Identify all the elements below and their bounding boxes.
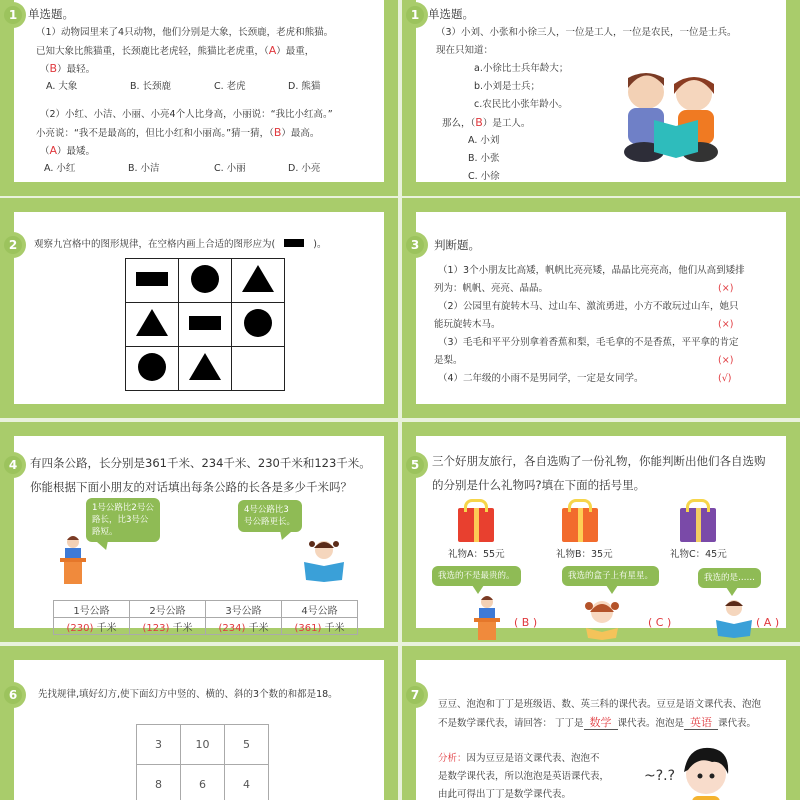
grid-cell <box>232 259 285 303</box>
magic-cell-filled: 4 <box>225 765 269 800</box>
gift-a-icon <box>458 508 494 542</box>
circle-shape <box>191 265 219 293</box>
magic-cell: 5 <box>225 725 269 765</box>
q1-option-b: B. 长颈鹿 <box>130 81 172 92</box>
panel-class-reps <box>402 646 800 800</box>
q2-line1: （2）小红、小洁、小丽、小亮4个人比身高，小丽说：“我比小红高。” <box>40 109 333 120</box>
item3-line2: 是梨。 <box>434 355 463 366</box>
gift-b-label: 礼物B：35元 <box>556 549 613 560</box>
magic-cell: 3 <box>137 725 181 765</box>
panel-single-choice-1 <box>0 0 398 196</box>
question-text: 观察九宫格中的图形规律，在空格内画上合适的图形应为( )。 <box>34 239 327 250</box>
table-header: 2号公路 <box>130 601 206 618</box>
question-line2: 不是数学课代表，请回答： 丁丁是 数学 课代表。泡泡是 英语 课代表。 <box>438 716 757 729</box>
q2-option-a: A. 小红 <box>44 163 76 174</box>
panel-content <box>410 0 786 182</box>
question-line2: 的分别是什么礼物吗?填在下面的括号里。 <box>432 478 646 492</box>
q3-option-b: B. 小张 <box>468 153 500 164</box>
kids-reading-illustration <box>614 64 734 174</box>
item1-line2: 列为：帆帆、亮亮、晶晶。 <box>434 283 549 294</box>
grid-cell <box>232 303 285 347</box>
nine-grid <box>125 258 285 391</box>
q1-line2: 已知大象比熊猫重，长颈鹿比老虎轻，熊猫比老虎重，（A）最重， <box>36 44 315 57</box>
item4-mark: (√) <box>718 373 732 384</box>
gift-c-label: 礼物C：45元 <box>670 549 727 560</box>
question-number-badge: 7 <box>402 682 428 708</box>
rectangle-shape <box>189 316 221 330</box>
table-header: 3号公路 <box>206 601 282 618</box>
panel-content <box>8 660 384 800</box>
section-title: 单选题。 <box>428 7 474 21</box>
q1-option-c: C. 老虎 <box>214 81 246 92</box>
road-length-table <box>53 600 358 635</box>
answer-english: 英语 <box>684 716 718 730</box>
q3-option-c: C. 小徐 <box>468 171 500 182</box>
answer-3: ( A ) <box>756 616 780 629</box>
table-row <box>54 618 358 635</box>
q2-option-b: B. 小洁 <box>128 163 160 174</box>
question-line2: 你能根据下面小朋友的对话填出每条公路的长各是多少千米吗？ <box>30 480 352 494</box>
question-number-badge: 4 <box>0 452 26 478</box>
grid-cell-empty[interactable] <box>232 347 285 391</box>
q3-line2: 现在只知道： <box>436 45 494 56</box>
item4-line1: （4）二年级的小雨不是男同学，一定是女同学。 <box>438 373 644 384</box>
gift-b-icon <box>562 508 598 542</box>
panel-true-false <box>402 198 800 418</box>
magic-square <box>136 724 269 800</box>
q2-line2: 小亮说：“我不是最高的，但比小红和小丽高。”猜一猜，（B）最高。 <box>36 126 320 139</box>
triangle-shape <box>242 265 274 292</box>
answer-math: 数学 <box>584 716 618 730</box>
question-number-badge: 1 <box>0 2 26 28</box>
question-line1: 有四条公路，长分别是361千米、234千米、230千米和123千米。 <box>30 456 371 470</box>
girl-reading-icon <box>302 536 346 586</box>
svg-text:~?.?: ~?.? <box>644 768 676 784</box>
table-cell: (230) 千米 <box>54 618 130 635</box>
q1-line3: （B）最轻。 <box>40 62 96 75</box>
grid-cell <box>179 303 232 347</box>
panel-content <box>410 212 786 404</box>
circle-shape <box>244 309 272 337</box>
gift-c-icon <box>680 508 716 542</box>
grid-cell <box>179 347 232 391</box>
section-title: 判断题。 <box>434 238 480 252</box>
grid-cell <box>126 303 179 347</box>
grid-cell <box>179 259 232 303</box>
section-title: 单选题。 <box>28 7 74 21</box>
girl-with-book-icon <box>714 596 754 640</box>
analysis-label: 分析： <box>438 753 467 764</box>
analysis-line3: 由此可得出丁丁是数学课代表。 <box>438 789 572 800</box>
circle-shape <box>138 353 166 381</box>
grid-cell <box>126 259 179 303</box>
grid-cell <box>126 347 179 391</box>
answer-rectangle-shape <box>284 239 304 247</box>
question-text: 先找规律,填好幻方,使下面幻方中竖的、横的、斜的3个数的和都是18。 <box>38 689 338 700</box>
item1-mark: (×) <box>718 283 734 294</box>
item3-line1: （3）毛毛和平平分别拿着香蕉和梨，毛毛拿的不是香蕉，平平拿的肯定 <box>438 337 739 348</box>
question-number-badge: 2 <box>0 232 26 258</box>
question-number-badge: 5 <box>402 452 428 478</box>
panel-gifts <box>402 422 800 642</box>
item1-line1: （1）3个小朋友比高矮，帆帆比亮亮矮，晶晶比亮亮高，他们从高到矮排 <box>438 265 745 276</box>
rectangle-shape <box>136 272 168 286</box>
magic-row <box>137 765 269 800</box>
q3-ask: 那么，（B）是工人。 <box>442 116 531 129</box>
panel-content <box>8 212 384 404</box>
panel-content <box>8 0 384 182</box>
q2-option-d: D. 小亮 <box>288 163 321 174</box>
answer-1: ( B ) <box>514 616 538 629</box>
triangle-shape <box>136 309 168 336</box>
table-header: 4号公路 <box>282 601 358 618</box>
question-number-badge: 3 <box>402 232 428 258</box>
analysis-line2: 是数学课代表，所以泡泡是英语课代表， <box>438 771 610 782</box>
gift-a-label: 礼物A：55元 <box>448 549 505 560</box>
q1-option-a: A. 大象 <box>46 81 78 92</box>
clue-a: a.小徐比士兵年龄大； <box>474 63 569 74</box>
panel-content <box>410 660 786 800</box>
table-cell: (361) 千米 <box>282 618 358 635</box>
triangle-shape <box>189 353 221 380</box>
clue-b: b.小刘是士兵； <box>474 81 541 92</box>
q3-line1: （3）小刘、小张和小徐三人，一位是工人，一位是农民，一位是士兵。 <box>436 27 737 38</box>
question-number-badge: 6 <box>0 682 26 708</box>
item2-line2: 能玩旋转木马。 <box>434 319 501 330</box>
item3-mark: (×) <box>718 355 734 366</box>
analysis-line1: 分析：因为豆豆是语文课代表、泡泡不 <box>438 753 600 764</box>
question-line1: 豆豆、泡泡和丁丁是班级语、数、英三科的课代表。豆豆是语文课代表、泡泡 <box>438 699 762 710</box>
table-cell: (123) 千米 <box>130 618 206 635</box>
panel-content <box>8 436 384 634</box>
table-cell: (234) 千米 <box>206 618 282 635</box>
panel-single-choice-2 <box>402 0 800 196</box>
q3-option-a: A. 小刘 <box>468 135 500 146</box>
speech-bubble-1: 我选的不是最贵的。 <box>432 566 521 586</box>
q1-line1: （1）动物园里来了4只动物，他们分别是大象，长颈鹿，老虎和熊猫。 <box>36 27 334 38</box>
clue-c: c.农民比小张年龄小。 <box>474 99 568 110</box>
item2-mark: (×) <box>718 319 734 330</box>
item2-line1: （2）公园里有旋转木马、过山车、激流勇进，小方不敢玩过山车，她只 <box>438 301 739 312</box>
panel-content <box>410 436 786 629</box>
q1-option-d: D. 熊猫 <box>288 81 321 92</box>
magic-cell-filled: 10 <box>181 725 225 765</box>
q2-option-c: C. 小丽 <box>214 163 246 174</box>
speech-bubble-2: 我选的盒子上有星星。 <box>562 566 659 586</box>
magic-row <box>137 725 269 765</box>
speech-bubble-3: 我选的是…… <box>698 568 761 588</box>
question-number-badge: 1 <box>402 2 428 28</box>
girl-reading-icon <box>580 596 624 640</box>
panel-roads <box>0 422 398 642</box>
boy-at-podium-icon <box>472 594 502 640</box>
q2-line3: （A）最矮。 <box>40 144 96 157</box>
boy-at-podium-icon <box>58 534 88 584</box>
speech-bubble-boy: 1号公路比2号公路长，比3号公路短。 <box>86 498 160 542</box>
thinking-boy-illustration <box>642 740 742 800</box>
magic-cell-filled: 8 <box>137 765 181 800</box>
panel-grid-pattern <box>0 198 398 418</box>
table-header-row <box>54 601 358 618</box>
magic-cell: 6 <box>181 765 225 800</box>
panel-magic-square <box>0 646 398 800</box>
table-header: 1号公路 <box>54 601 130 618</box>
answer-2: ( C ) <box>648 616 672 629</box>
question-line1: 三个好朋友旅行，各自选购了一份礼物，你能判断出他们各自选购 <box>432 454 766 468</box>
speech-bubble-girl: 4号公路比3号公路更长。 <box>238 500 302 532</box>
